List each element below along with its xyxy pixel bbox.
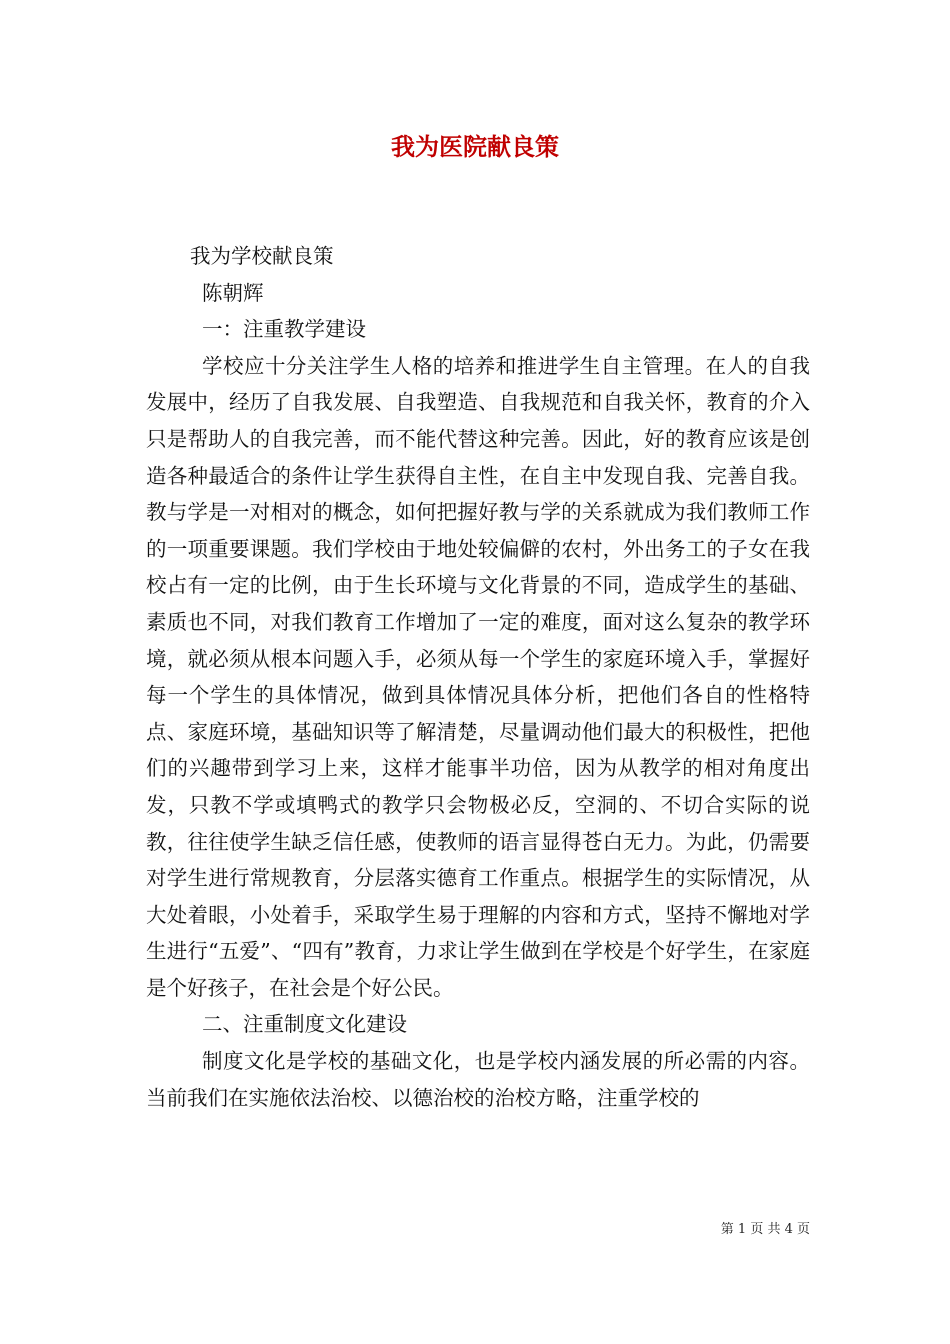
- author-name: 陈朝辉: [202, 280, 264, 305]
- section-paragraph-1: 学校应十分关注学生人格的培养和推进学生自主管理。在人的自我发展中，经历了自我发展、自我塑造、自我规范和自我关怀，教育的介入只是帮助人的自我完善，而不能代替这种完善。因此，好的教育应该是创造各种最适合的条件让学生获得自主性，在自主中发现自我、完善自我。教与学是一对相对的概念，如何把握好教与学的关系就成为我们教师工作的一项重要课题。我们学校由于地处较偏僻的农村，外出务工的子女在我校占有一定的比例，由于生长环境与文化背景的不同，造成学生的基础、素质也不同，对我们教育工作增加了一定的难度，面对这么复杂的教学环境，就必须从根本问题入手，必须从每一个学生的家庭环境入手，掌握好每一个学生的具体情况，做到具体情况具体分析，把他们各自的性格特点、家庭环境，基础知识等了解清楚，尽量调动他们最大的积极性，把他们的兴趣带到学习上来，这样才能事半功倍，因为从教学的相对角度出发，只教不学或填鸭式的教学只会物极必反，空洞的、不切合实际的说教，往往使学生缺乏信任感，使教师的语言显得苍白无力。为此，仍需要对学生进行常规教育，分层落实德育工作重点。根据学生的实际情况，从大处着眼，小处着手，采取学生易于理解的内容和方式，坚持不懈地对学生进行“五爱”、“四有”教育，力求让学生做到在学校是个好学生，在家庭是个好孩子，在社会是个好公民。: [146, 353, 810, 1000]
- document-title: 我为医院献良策: [391, 132, 559, 161]
- section-heading-2: 二、注重制度文化建设: [202, 1012, 407, 1037]
- section-heading-1: 一：注重教学建设: [202, 317, 366, 342]
- section-paragraph-2: 制度文化是学校的基础文化，也是学校内涵发展的所必需的内容。当前我们在实施依法治校、以德治校的治校方略，注重学校的: [146, 1049, 810, 1110]
- document-body: [146, 238, 810, 1116]
- document-subtitle: 我为学校献良策: [190, 244, 334, 268]
- page-number-footer: 第 1 页 共 4 页: [720, 1222, 810, 1237]
